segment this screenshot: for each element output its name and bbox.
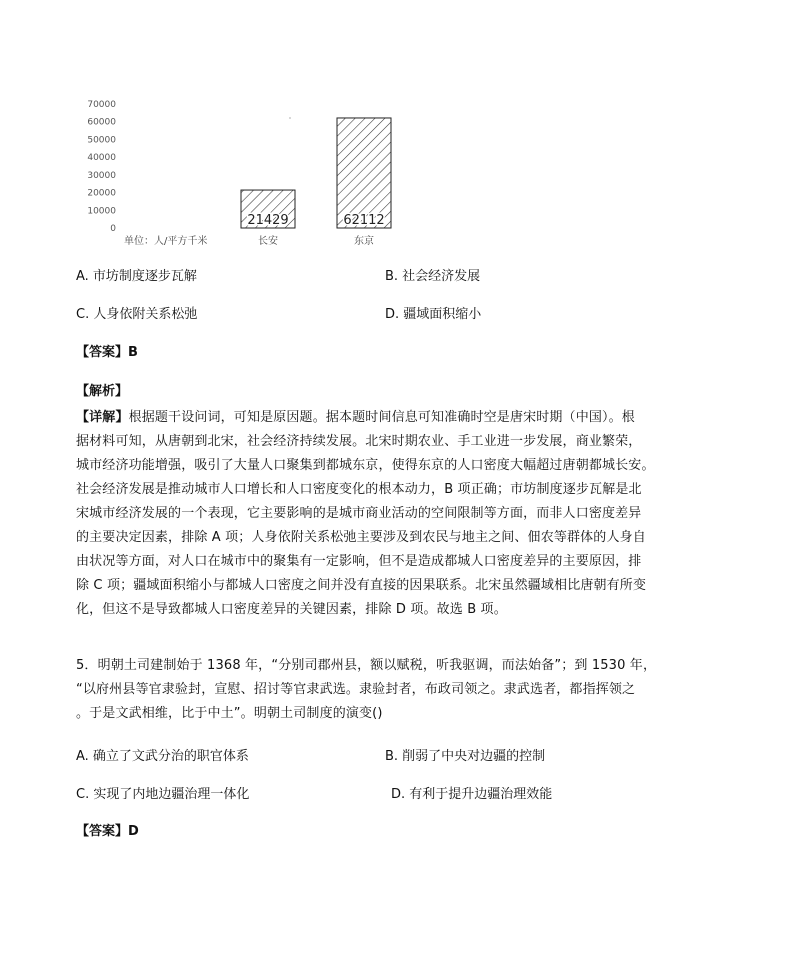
y-tick-label: 10000 — [87, 206, 116, 217]
answer-label: 【答案】 — [76, 824, 129, 839]
population-density-chart — [80, 96, 420, 256]
q5-line: 。于是文武相维，比于中土”。明朝土司制度的演变() — [76, 706, 383, 721]
detail-line: 【详解】根据题干设问词，可知是原因题。据本题时间信息可知准确时空是唐宋时期（中国）。根 — [76, 410, 635, 425]
detail-label: 【详解】 — [76, 410, 129, 425]
stray-dot — [289, 117, 290, 118]
detail-line: 由状况等方面，对人口在城市中的聚集有一定影响，但不是造成都城人口密度差异的主要原因，排 — [76, 554, 642, 569]
detail-line: 据材料可知，从唐朝到北宋，社会经济持续发展。北宋时期农业、手工业进一步发展，商业繁荣， — [76, 434, 642, 449]
unit-label: 单位：人/平方千米 — [124, 236, 208, 247]
y-tick-label: 60000 — [87, 117, 116, 128]
answer-label: 【答案】 — [76, 345, 129, 360]
q4-option-b: B. 社会经济发展 — [385, 269, 481, 284]
q5-line: 5．明朝土司建制始于 1368 年，“分别司郡州县，额以赋税，听我驱调，而法始备”；到 1530 年， — [76, 658, 657, 673]
q5-answer — [76, 823, 139, 841]
q5-option-a: A. 确立了文武分治的职官体系 — [76, 749, 249, 764]
bar — [337, 118, 391, 228]
answer-value: D — [128, 824, 139, 839]
q4-option-c: C. 人身依附关系松弛 — [76, 307, 198, 322]
q4-option-a: A. 市坊制度逐步瓦解 — [76, 269, 197, 284]
answer-value: B — [128, 345, 138, 360]
detail-line: 社会经济发展是推动城市人口增长和人口密度变化的根本动力，B 项正确；市坊制度逐步瓦解是北 — [76, 482, 642, 497]
x-category-label: 长安 — [258, 236, 278, 247]
analysis-label: 【解析】 — [76, 384, 129, 399]
q5-option-d: D. 有利于提升边疆治理效能 — [391, 787, 553, 802]
q5-option-b: B. 削弱了中央对边疆的控制 — [385, 749, 546, 764]
detail-line: 宋城市经济发展的一个表现，它主要影响的是城市商业活动的空间限制等方面，而非人口密度差异 — [76, 506, 642, 521]
y-tick-label: 0 — [110, 224, 116, 234]
bar-value-label: 21429 — [247, 213, 289, 228]
detail-line: 化，但这不是导致都城人口密度差异的关键因素，排除 D 项。故选 B 项。 — [76, 602, 507, 617]
q4-option-d: D. 疆域面积缩小 — [385, 307, 482, 322]
q5-option-c: C. 实现了内地边疆治理一体化 — [76, 787, 250, 802]
q5-question — [76, 654, 696, 726]
q4-detail — [76, 406, 696, 622]
detail-line: 除 C 项；疆域面积缩小与都城人口密度之间并没有直接的因果联系。北宋虽然疆域相比唐朝有所变 — [76, 578, 647, 593]
y-tick-label: 40000 — [87, 153, 116, 164]
y-tick-label: 50000 — [87, 135, 116, 146]
y-tick-label: 20000 — [87, 188, 116, 199]
q5-line: “以府州县等官隶验封，宣慰、招讨等官隶武选。隶验封者，布政司领之。隶武选者，都指挥领之 — [76, 682, 636, 697]
detail-line: 的主要决定因素，排除 A 项；人身依附关系松弛主要涉及到农民与地主之间、佃农等群体的人身自 — [76, 530, 646, 545]
detail-line: 城市经济功能增强，吸引了大量人口聚集到都城东京，使得东京的人口密度大幅超过唐朝都城长安。 — [76, 458, 655, 473]
bar-value-label: 62112 — [343, 213, 385, 228]
x-category-label: 东京 — [354, 236, 374, 247]
y-tick-label: 70000 — [87, 100, 116, 110]
y-tick-label: 30000 — [87, 170, 116, 181]
q4-answer — [76, 344, 138, 362]
